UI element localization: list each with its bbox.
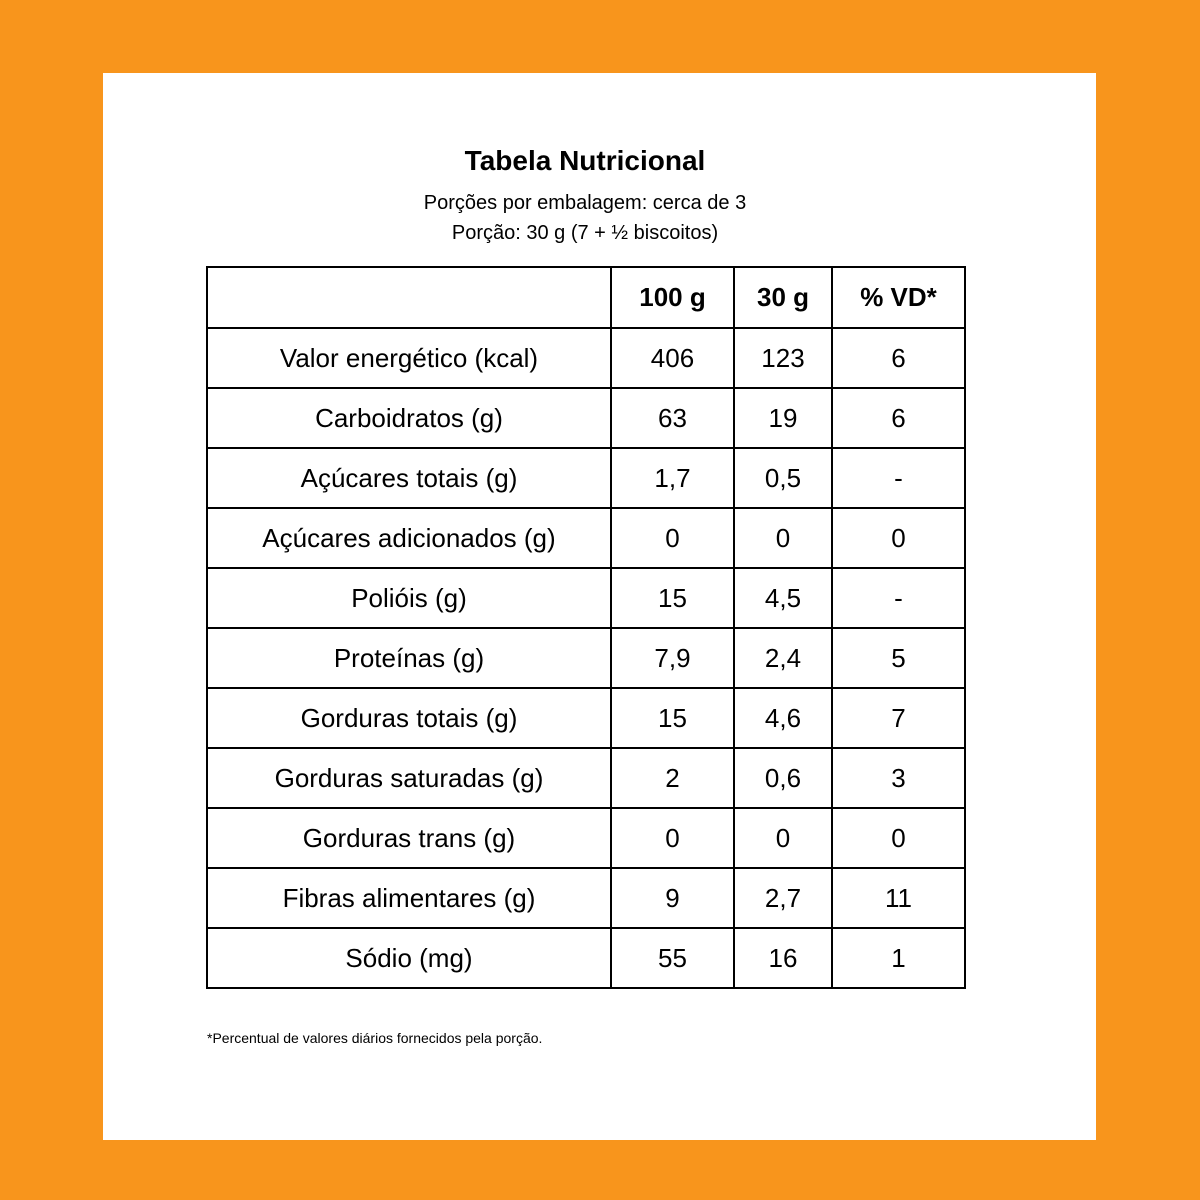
serving-size: Porção: 30 g (7 + ½ biscoitos): [451, 222, 719, 244]
value-100g: 0: [611, 508, 734, 568]
nutrient-label: Fibras alimentares (g): [207, 868, 611, 928]
nutrient-label: Sódio (mg): [207, 928, 611, 988]
value-vd: 0: [832, 508, 965, 568]
nutrient-label: Carboidratos (g): [207, 388, 611, 448]
table-body: [207, 328, 965, 988]
nutrient-label: Gorduras saturadas (g): [207, 748, 611, 808]
table-row: [207, 928, 965, 988]
value-30g: 4,5: [734, 568, 832, 628]
value-100g: 15: [611, 688, 734, 748]
table-header-row: [207, 267, 965, 328]
value-100g: 15: [611, 568, 734, 628]
table-row: [207, 688, 965, 748]
value-30g: 2,4: [734, 628, 832, 688]
value-100g: 406: [611, 328, 734, 388]
page-title: Tabela Nutricional: [464, 145, 706, 176]
value-100g: 9: [611, 868, 734, 928]
value-vd: -: [832, 568, 965, 628]
value-100g: 2: [611, 748, 734, 808]
value-vd: 7: [832, 688, 965, 748]
nutrient-label: Açúcares adicionados (g): [207, 508, 611, 568]
nutrient-label: Gorduras trans (g): [207, 808, 611, 868]
value-vd: 11: [832, 868, 965, 928]
value-30g: 4,6: [734, 688, 832, 748]
value-100g: 0: [611, 808, 734, 868]
table-row: [207, 448, 965, 508]
nutrient-label: Valor energético (kcal): [207, 328, 611, 388]
value-100g: 1,7: [611, 448, 734, 508]
table-row: [207, 748, 965, 808]
value-vd: -: [832, 448, 965, 508]
table-row: [207, 808, 965, 868]
column-header-30g: 30 g: [734, 267, 832, 328]
value-30g: 0: [734, 508, 832, 568]
value-vd: 1: [832, 928, 965, 988]
nutrient-label: Gorduras totais (g): [207, 688, 611, 748]
value-vd: 6: [832, 388, 965, 448]
column-header-vd: % VD*: [832, 267, 965, 328]
value-30g: 2,7: [734, 868, 832, 928]
value-vd: 0: [832, 808, 965, 868]
nutrient-label: Proteínas (g): [207, 628, 611, 688]
footnote: *Percentual de valores diários fornecidos pela porção.: [207, 1030, 543, 1046]
table-row: [207, 628, 965, 688]
value-100g: 7,9: [611, 628, 734, 688]
value-30g: 16: [734, 928, 832, 988]
value-30g: 0,5: [734, 448, 832, 508]
value-100g: 63: [611, 388, 734, 448]
value-100g: 55: [611, 928, 734, 988]
column-header-nutrient: [207, 267, 611, 328]
nutrition-table: [206, 266, 966, 989]
nutrient-label: Polióis (g): [207, 568, 611, 628]
value-30g: 0: [734, 808, 832, 868]
value-vd: 6: [832, 328, 965, 388]
table-row: [207, 508, 965, 568]
serving-info: [206, 188, 964, 248]
value-vd: 3: [832, 748, 965, 808]
value-30g: 0,6: [734, 748, 832, 808]
nutrient-label: Açúcares totais (g): [207, 448, 611, 508]
table-row: [207, 568, 965, 628]
servings-per-package: Porções por embalagem: cerca de 3: [423, 192, 747, 214]
table-row: [207, 868, 965, 928]
column-header-100g: 100 g: [611, 267, 734, 328]
value-30g: 19: [734, 388, 832, 448]
table-row: [207, 328, 965, 388]
value-30g: 123: [734, 328, 832, 388]
value-vd: 5: [832, 628, 965, 688]
nutrition-card: [103, 73, 1096, 1140]
table-row: [207, 388, 965, 448]
